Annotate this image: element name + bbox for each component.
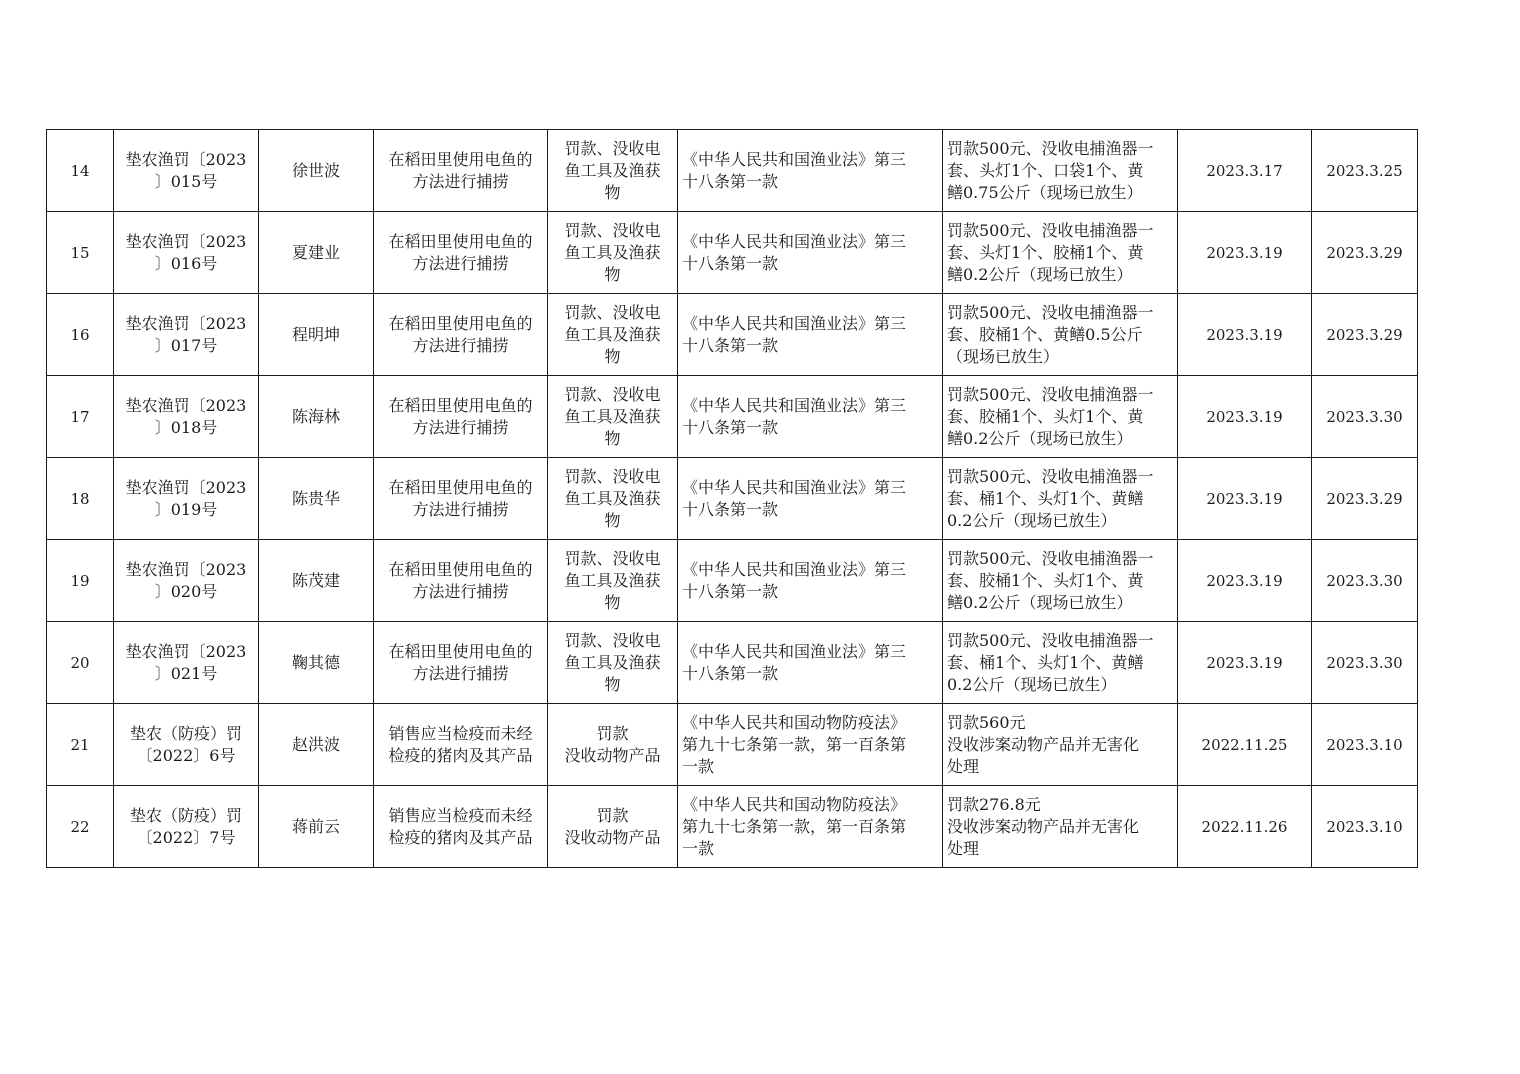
row-number-cell-text: 18 (70, 489, 90, 508)
row-number-cell-text: 14 (70, 161, 90, 180)
violation-cell-text: 在稻田里使用电鱼的 方法进行捕捞 (388, 313, 533, 355)
penalty-result-cell-text: 罚款500元、没收电捕渔器一 套、胶桶1个、头灯1个、黄 鳝0.2公斤（现场已放生） (947, 384, 1154, 448)
penalty-result-cell (943, 622, 1178, 704)
party-name-cell-text: 鞠其德 (291, 652, 340, 672)
legal-basis-cell (678, 622, 943, 704)
party-name-cell (259, 212, 374, 294)
table-row (47, 786, 1418, 868)
completion-date-cell (1312, 786, 1418, 868)
legal-basis-cell-text: 《中华人民共和国渔业法》第三 十八条第一款 (682, 149, 907, 191)
party-name-cell (259, 294, 374, 376)
document-number-cell (114, 540, 259, 622)
completion-date-cell-text: 2023.3.29 (1326, 489, 1403, 508)
legal-basis-cell-text: 《中华人民共和国渔业法》第三 十八条第一款 (682, 641, 907, 683)
decision-date-cell-text: 2022.11.26 (1201, 817, 1288, 836)
violation-cell (374, 786, 548, 868)
violation-cell (374, 212, 548, 294)
legal-basis-cell (678, 786, 943, 868)
penalty-type-cell-text: 罚款、没收电 鱼工具及渔获 物 (564, 138, 661, 202)
table-row (47, 540, 1418, 622)
party-name-cell (259, 540, 374, 622)
penalty-type-cell-text: 罚款、没收电 鱼工具及渔获 物 (564, 630, 661, 694)
document-number-cell-text: 垫农渔罚〔2023 〕020号 (125, 559, 247, 601)
penalty-type-cell-text: 罚款、没收电 鱼工具及渔获 物 (564, 302, 661, 366)
document-number-cell-text: 垫农（防疫）罚 〔2022〕6号 (129, 723, 242, 765)
table-row (47, 130, 1418, 212)
party-name-cell-text: 陈茂建 (291, 570, 340, 590)
legal-basis-cell-text: 《中华人民共和国渔业法》第三 十八条第一款 (682, 231, 907, 273)
row-number-cell (47, 130, 114, 212)
penalty-type-cell-text: 罚款 没收动物产品 (564, 805, 661, 847)
row-number-cell-text: 17 (70, 407, 90, 426)
penalty-result-cell (943, 376, 1178, 458)
penalty-result-cell (943, 458, 1178, 540)
row-number-cell (47, 622, 114, 704)
party-name-cell-text: 赵洪波 (291, 734, 340, 754)
decision-date-cell-text: 2023.3.19 (1206, 325, 1283, 344)
legal-basis-cell (678, 294, 943, 376)
penalty-result-cell (943, 540, 1178, 622)
row-number-cell-text: 21 (70, 735, 90, 754)
decision-date-cell-text: 2023.3.19 (1206, 243, 1283, 262)
violation-cell-text: 在稻田里使用电鱼的 方法进行捕捞 (388, 395, 533, 437)
party-name-cell-text: 徐世波 (291, 160, 340, 180)
penalty-type-cell-text: 罚款 没收动物产品 (564, 723, 661, 765)
penalty-type-cell-text: 罚款、没收电 鱼工具及渔获 物 (564, 548, 661, 612)
decision-date-cell-text: 2023.3.19 (1206, 407, 1283, 426)
legal-basis-cell-text: 《中华人民共和国渔业法》第三 十八条第一款 (682, 477, 907, 519)
row-number-cell (47, 458, 114, 540)
decision-date-cell (1178, 212, 1312, 294)
legal-basis-cell-text: 《中华人民共和国渔业法》第三 十八条第一款 (682, 559, 907, 601)
document-number-cell-text: 垫农渔罚〔2023 〕019号 (125, 477, 247, 519)
document-number-cell-text: 垫农渔罚〔2023 〕018号 (125, 395, 247, 437)
row-number-cell-text: 15 (70, 243, 90, 262)
completion-date-cell (1312, 704, 1418, 786)
row-number-cell (47, 704, 114, 786)
row-number-cell-text: 22 (70, 817, 90, 836)
penalty-type-cell-text: 罚款、没收电 鱼工具及渔获 物 (564, 384, 661, 448)
decision-date-cell (1178, 540, 1312, 622)
violation-cell-text: 销售应当检疫而未经 检疫的猪肉及其产品 (388, 723, 533, 765)
document-number-cell (114, 622, 259, 704)
table-row (47, 212, 1418, 294)
table-row (47, 704, 1418, 786)
violation-cell-text: 在稻田里使用电鱼的 方法进行捕捞 (388, 231, 533, 273)
legal-basis-cell (678, 704, 943, 786)
legal-basis-cell-text: 《中华人民共和国渔业法》第三 十八条第一款 (682, 313, 907, 355)
party-name-cell-text: 陈海林 (291, 406, 340, 426)
violation-cell-text: 销售应当检疫而未经 检疫的猪肉及其产品 (388, 805, 533, 847)
penalty-type-cell-text: 罚款、没收电 鱼工具及渔获 物 (564, 220, 661, 284)
penalty-result-cell-text: 罚款500元、没收电捕渔器一 套、胶桶1个、黄鳝0.5公斤 （现场已放生） (947, 302, 1154, 366)
table-row (47, 622, 1418, 704)
legal-basis-cell (678, 458, 943, 540)
penalty-type-cell (548, 130, 678, 212)
document-number-cell (114, 294, 259, 376)
penalty-result-cell (943, 704, 1178, 786)
legal-basis-cell (678, 130, 943, 212)
row-number-cell-text: 20 (70, 653, 90, 672)
violation-cell-text: 在稻田里使用电鱼的 方法进行捕捞 (388, 477, 533, 519)
decision-date-cell (1178, 704, 1312, 786)
violation-cell (374, 622, 548, 704)
document-number-cell (114, 212, 259, 294)
completion-date-cell-text: 2023.3.30 (1326, 653, 1403, 672)
decision-date-cell (1178, 376, 1312, 458)
party-name-cell-text: 蒋前云 (291, 816, 340, 836)
row-number-cell (47, 376, 114, 458)
legal-basis-cell-text: 《中华人民共和国渔业法》第三 十八条第一款 (682, 395, 907, 437)
legal-basis-cell-text: 《中华人民共和国动物防疫法》 第九十七条第一款，第一百条第 一款 (682, 712, 907, 776)
document-number-cell (114, 786, 259, 868)
completion-date-cell-text: 2023.3.10 (1326, 817, 1403, 836)
completion-date-cell-text: 2023.3.30 (1326, 571, 1403, 590)
violation-cell (374, 130, 548, 212)
party-name-cell (259, 130, 374, 212)
penalty-result-cell (943, 786, 1178, 868)
penalty-result-cell-text: 罚款276.8元 没收涉案动物产品并无害化 处理 (947, 794, 1140, 858)
decision-date-cell-text: 2023.3.19 (1206, 489, 1283, 508)
penalty-result-cell (943, 212, 1178, 294)
penalty-result-cell-text: 罚款500元、没收电捕渔器一 套、头灯1个、口袋1个、黄 鳝0.75公斤（现场已放生） (947, 138, 1154, 202)
completion-date-cell-text: 2023.3.10 (1326, 735, 1403, 754)
completion-date-cell-text: 2023.3.29 (1326, 325, 1403, 344)
penalty-result-cell (943, 130, 1178, 212)
penalty-table (46, 129, 1418, 868)
row-number-cell (47, 786, 114, 868)
penalty-result-cell (943, 294, 1178, 376)
completion-date-cell (1312, 458, 1418, 540)
penalty-type-cell (548, 622, 678, 704)
violation-cell-text: 在稻田里使用电鱼的 方法进行捕捞 (388, 641, 533, 683)
decision-date-cell-text: 2023.3.19 (1206, 571, 1283, 590)
party-name-cell-text: 程明坤 (291, 324, 340, 344)
document-number-cell-text: 垫农（防疫）罚 〔2022〕7号 (129, 805, 242, 847)
party-name-cell (259, 704, 374, 786)
party-name-cell-text: 陈贵华 (291, 488, 340, 508)
completion-date-cell (1312, 294, 1418, 376)
violation-cell-text: 在稻田里使用电鱼的 方法进行捕捞 (388, 559, 533, 601)
penalty-type-cell (548, 704, 678, 786)
decision-date-cell-text: 2023.3.19 (1206, 653, 1283, 672)
decision-date-cell-text: 2022.11.25 (1201, 735, 1288, 754)
completion-date-cell (1312, 376, 1418, 458)
party-name-cell (259, 622, 374, 704)
completion-date-cell (1312, 540, 1418, 622)
document-number-cell (114, 704, 259, 786)
document-number-cell-text: 垫农渔罚〔2023 〕017号 (125, 313, 247, 355)
completion-date-cell-text: 2023.3.29 (1326, 243, 1403, 262)
table-body (47, 130, 1418, 868)
penalty-type-cell (548, 376, 678, 458)
document-number-cell (114, 458, 259, 540)
decision-date-cell-text: 2023.3.17 (1206, 161, 1283, 180)
legal-basis-cell (678, 376, 943, 458)
row-number-cell-text: 19 (70, 571, 90, 590)
legal-basis-cell-text: 《中华人民共和国动物防疫法》 第九十七条第一款，第一百条第 一款 (682, 794, 907, 858)
row-number-cell (47, 294, 114, 376)
completion-date-cell (1312, 130, 1418, 212)
decision-date-cell (1178, 130, 1312, 212)
penalty-type-cell (548, 212, 678, 294)
row-number-cell (47, 212, 114, 294)
penalty-result-cell-text: 罚款500元、没收电捕渔器一 套、桶1个、头灯1个、黄鳝 0.2公斤（现场已放生） (947, 466, 1154, 530)
table-row (47, 294, 1418, 376)
penalty-result-cell-text: 罚款500元、没收电捕渔器一 套、头灯1个、胶桶1个、黄 鳝0.2公斤（现场已放生） (947, 220, 1154, 284)
document-number-cell (114, 130, 259, 212)
completion-date-cell (1312, 212, 1418, 294)
party-name-cell (259, 458, 374, 540)
penalty-type-cell-text: 罚款、没收电 鱼工具及渔获 物 (564, 466, 661, 530)
violation-cell (374, 294, 548, 376)
table-row (47, 458, 1418, 540)
decision-date-cell (1178, 622, 1312, 704)
legal-basis-cell (678, 212, 943, 294)
document-number-cell-text: 垫农渔罚〔2023 〕015号 (125, 149, 247, 191)
row-number-cell-text: 16 (70, 325, 90, 344)
legal-basis-cell (678, 540, 943, 622)
violation-cell (374, 458, 548, 540)
decision-date-cell (1178, 458, 1312, 540)
party-name-cell-text: 夏建业 (291, 242, 340, 262)
penalty-type-cell (548, 786, 678, 868)
decision-date-cell (1178, 786, 1312, 868)
completion-date-cell (1312, 622, 1418, 704)
completion-date-cell-text: 2023.3.25 (1326, 161, 1403, 180)
penalty-type-cell (548, 458, 678, 540)
table-row (47, 376, 1418, 458)
document-number-cell-text: 垫农渔罚〔2023 〕021号 (125, 641, 247, 683)
row-number-cell (47, 540, 114, 622)
violation-cell (374, 704, 548, 786)
violation-cell (374, 376, 548, 458)
decision-date-cell (1178, 294, 1312, 376)
violation-cell-text: 在稻田里使用电鱼的 方法进行捕捞 (388, 149, 533, 191)
party-name-cell (259, 376, 374, 458)
penalty-type-cell (548, 294, 678, 376)
completion-date-cell-text: 2023.3.30 (1326, 407, 1403, 426)
document-number-cell-text: 垫农渔罚〔2023 〕016号 (125, 231, 247, 273)
penalty-result-cell-text: 罚款500元、没收电捕渔器一 套、胶桶1个、头灯1个、黄 鳝0.2公斤（现场已放生） (947, 548, 1154, 612)
penalty-type-cell (548, 540, 678, 622)
party-name-cell (259, 786, 374, 868)
penalty-result-cell-text: 罚款560元 没收涉案动物产品并无害化 处理 (947, 712, 1140, 776)
document-number-cell (114, 376, 259, 458)
violation-cell (374, 540, 548, 622)
penalty-result-cell-text: 罚款500元、没收电捕渔器一 套、桶1个、头灯1个、黄鳝 0.2公斤（现场已放生） (947, 630, 1154, 694)
